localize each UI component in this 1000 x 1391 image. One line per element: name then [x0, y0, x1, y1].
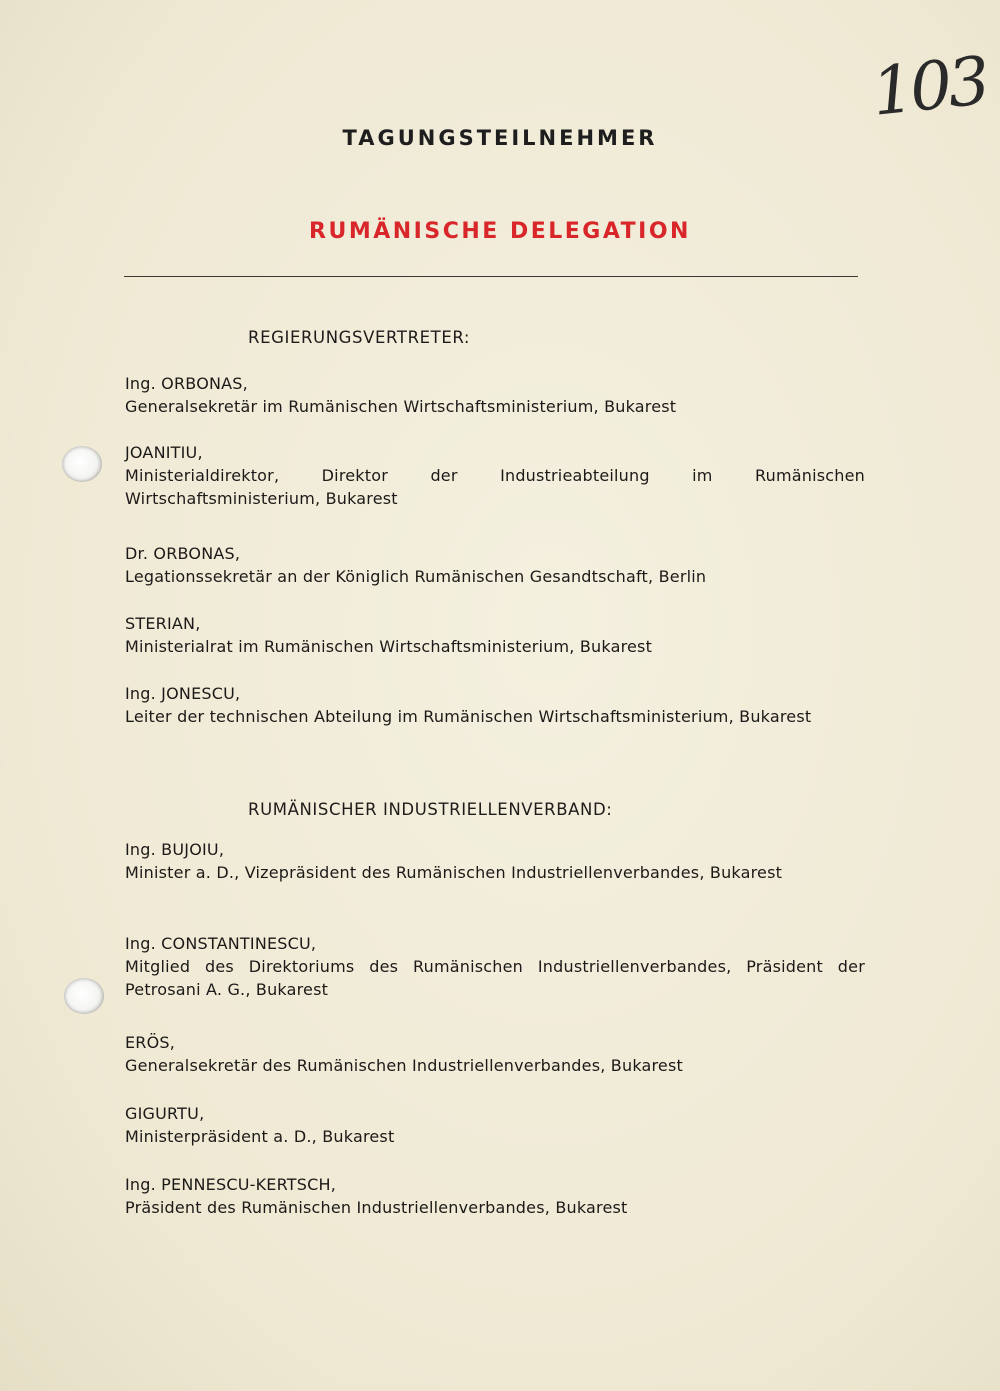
participant-role: Präsident des Rumänischen Industriellenverbandes, Bukarest: [125, 1198, 628, 1217]
participant-name: ERÖS,: [125, 1033, 176, 1052]
participant-role: Generalsekretär des Rumänischen Industriellenverbandes, Bukarest: [125, 1056, 683, 1075]
participant-role: Mitglied des Direktoriums des Rumänischen Industriellenverbandes, Präsident der Petrosani A. G., Bukarest: [125, 957, 865, 999]
participant-role: Generalsekretär im Rumänischen Wirtschaftsministerium, Bukarest: [125, 397, 677, 416]
punch-hole-bottom: [64, 978, 104, 1014]
participant-entry: [125, 1031, 865, 1077]
participant-name: STERIAN,: [125, 614, 201, 633]
section-heading-industry-association: RUMÄNISCHER INDUSTRIELLENVERBAND:: [248, 800, 613, 819]
participant-name: Ing. JONESCU,: [125, 684, 241, 703]
participant-entry: [125, 682, 865, 728]
delegation-heading: RUMÄNISCHE DELEGATION: [309, 219, 691, 244]
participant-role: Leiter der technischen Abteilung im Rumänischen Wirtschaftsministerium, Bukarest: [125, 707, 812, 726]
punch-hole-top: [62, 446, 102, 482]
participant-role: Legationssekretär an der Königlich Rumänischen Gesandtschaft, Berlin: [125, 567, 707, 586]
participant-name: Ing. ORBONAS,: [125, 374, 248, 393]
participant-entry: [125, 838, 865, 884]
divider-line: [124, 276, 858, 277]
participant-name: Dr. ORBONAS,: [125, 544, 241, 563]
section-heading-government: REGIERUNGSVERTRETER:: [248, 328, 471, 347]
participant-name: Ing. PENNESCU-KERTSCH,: [125, 1175, 336, 1194]
participant-entry: [125, 612, 865, 658]
participant-role: Minister a. D., Vizepräsident des Rumänischen Industriellenverbandes, Bukarest: [125, 863, 783, 882]
participant-entry: [125, 932, 865, 1001]
handwritten-page-number: 103: [868, 42, 990, 131]
participant-name: Ing. CONSTANTINESCU,: [125, 934, 317, 953]
participant-entry: [125, 441, 865, 510]
participant-role: Ministerialdirektor, Direktor der Industrieabteilung im Rumänischen Wirtschaftsministerium, Bukarest: [125, 466, 865, 508]
participant-entry: [125, 542, 865, 588]
participant-name: Ing. BUJOIU,: [125, 840, 225, 859]
participant-name: GIGURTU,: [125, 1104, 205, 1123]
participant-role: Ministerpräsident a. D., Bukarest: [125, 1127, 395, 1146]
participant-entry: [125, 372, 865, 418]
participant-name: JOANITIU,: [125, 443, 203, 462]
document-title: TAGUNGSTEILNEHMER: [342, 126, 658, 150]
participant-entry: [125, 1173, 865, 1219]
participant-role: Ministerialrat im Rumänischen Wirtschaftsministerium, Bukarest: [125, 637, 653, 656]
participant-entry: [125, 1102, 865, 1148]
